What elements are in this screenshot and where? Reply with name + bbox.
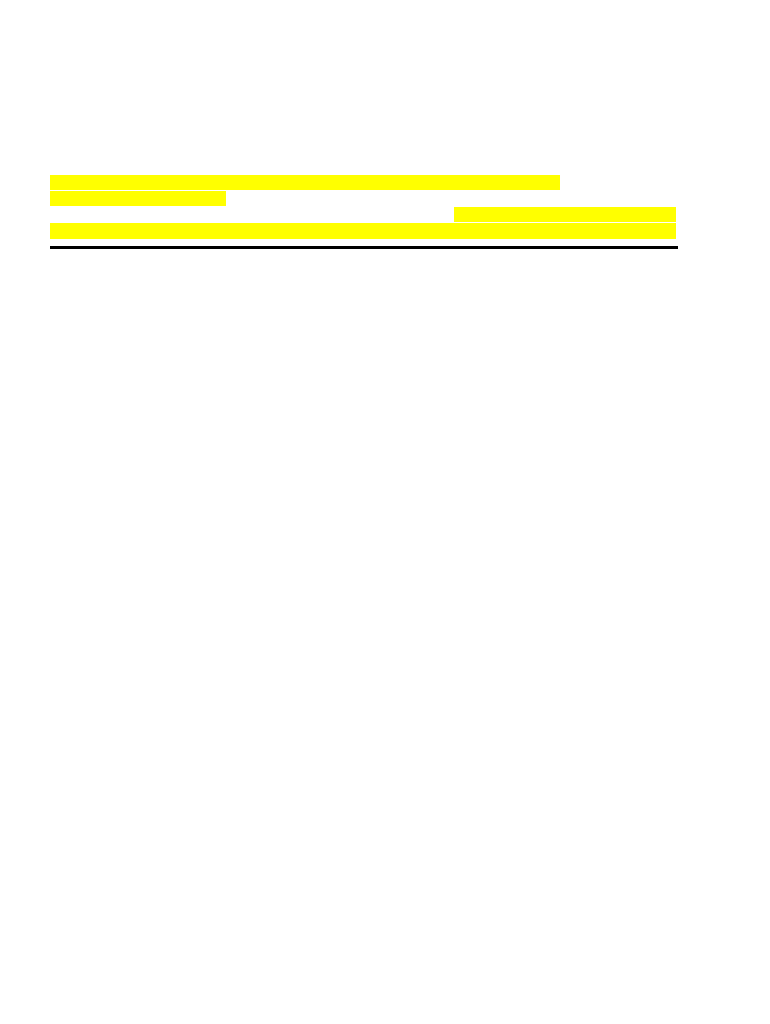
section-divider xyxy=(50,246,678,249)
project-field[interactable] xyxy=(454,207,676,222)
agreement-date-field[interactable] xyxy=(50,191,226,206)
subdivision-field[interactable] xyxy=(50,175,560,190)
statement-extra-field[interactable] xyxy=(50,223,676,239)
